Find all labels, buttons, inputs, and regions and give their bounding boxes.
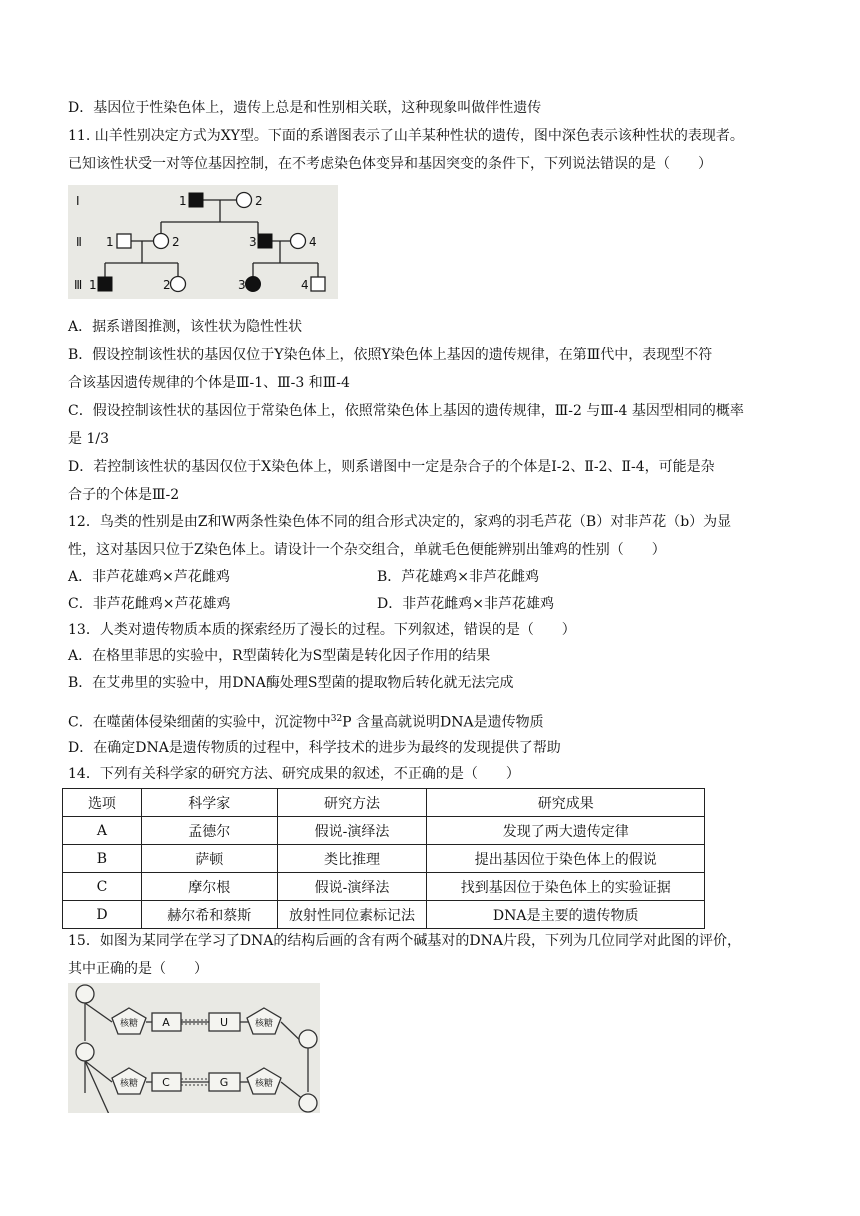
q13-option-a: A．在格里菲思的实验中，R型菌转化为S型菌是转化因子作用的结果 — [68, 648, 491, 664]
q11-option-d-line2: 合子的个体是Ⅲ-2 — [68, 487, 180, 503]
pedigree-ii4-female — [291, 234, 306, 249]
pedigree-ii2-female — [154, 234, 169, 249]
table-row — [63, 845, 705, 873]
pedigree-figure — [68, 185, 338, 299]
q13-option-d: D．在确定DNA是遗传物质的过程中，科学技术的进步为最终的发现提供了帮助 — [68, 740, 561, 756]
pedigree-i2-female — [237, 193, 252, 208]
table-header-row — [63, 789, 705, 817]
pedigree-iii2-female — [171, 277, 186, 292]
table-cell: 假说-演绎法 — [277, 817, 427, 845]
table-header: 选项 — [63, 789, 142, 817]
q13-stem: 13．人类对遗传物质本质的探索经历了漫长的过程。下列叙述，错误的是（ ） — [68, 622, 576, 638]
dna-fragment-diagram — [68, 983, 320, 1113]
sugar-label: 核糖 — [119, 1019, 139, 1029]
table-cell: 摩尔根 — [141, 873, 277, 901]
q14-stem: 14．下列有关科学家的研究方法、研究成果的叙述，不正确的是（ ） — [68, 766, 520, 782]
table-cell: 提出基因位于染色体上的假说 — [427, 845, 705, 873]
table-cell: A — [63, 817, 142, 845]
table-cell: B — [63, 845, 142, 873]
isotope-superscript: 32 — [330, 714, 343, 724]
pedigree-iii1-affected-male — [98, 277, 112, 291]
pedigree-ii1-male — [117, 234, 131, 248]
gen-label-ii: Ⅱ — [76, 235, 82, 249]
q11-option-c-line1: C．假设控制该性状的基因位于常染色体上，依照常染色体上基因的遗传规律，Ⅲ-2 与Ⅲ-4 基因型相同的概率 — [68, 403, 744, 419]
table-cell: C — [63, 873, 142, 901]
q13-option-c — [68, 709, 544, 733]
sugar-label: 核糖 — [254, 1079, 274, 1089]
table-cell: 孟德尔 — [141, 817, 277, 845]
sugar-label: 核糖 — [254, 1019, 274, 1029]
table-cell: 萨顿 — [141, 845, 277, 873]
q10-option-d: D．基因位于性染色体上，遗传上总是和性别相关联，这种现象叫做伴性遗传 — [68, 100, 542, 116]
q11-option-b-line1: B．假设控制该性状的基因仅位于Y染色体上，依照Y染色体上基因的遗传规律，在第Ⅲ代中，表现型不符 — [68, 347, 713, 363]
base-label-c: C — [162, 1076, 170, 1089]
pedigree-num: 1 — [106, 235, 114, 249]
table-cell: 类比推理 — [277, 845, 427, 873]
dna-fragment-figure — [68, 983, 320, 1113]
q12-option-d: D．非芦花雌鸡×非芦花雄鸡 — [377, 596, 554, 612]
pedigree-num: 4 — [309, 235, 317, 249]
q11-stem-line2: 已知该性状受一对等位基因控制，在不考虑染色体变异和基因突变的条件下，下列说法错误的是（ ） — [68, 156, 712, 172]
pedigree-chart — [68, 185, 338, 299]
q11-stem-line1: 11. 山羊性别决定方式为XY型。下面的系谱图表示了山羊某种性状的遗传，图中深色表示该种性状的表现者。 — [68, 128, 744, 144]
table-cell: DNA是主要的遗传物质 — [427, 901, 705, 929]
q15-stem-line1: 15．如图为某同学在学习了DNA的结构后画的含有两个碱基对的DNA片段，下列为几位同学对此图的评价， — [68, 933, 741, 949]
q12-option-a: A．非芦花雄鸡×芦花雌鸡 — [68, 569, 230, 585]
q12-option-c: C．非芦花雌鸡×芦花雄鸡 — [68, 596, 231, 612]
pedigree-num: 1 — [89, 278, 97, 292]
q13-option-b: B．在艾弗里的实验中，用DNA酶处理S型菌的提取物后转化就无法完成 — [68, 675, 514, 691]
pedigree-num: 3 — [249, 235, 257, 249]
q12-stem-line1: 12．鸟类的性别是由Z和W两条性染色体不同的组合形式决定的，家鸡的羽毛芦花（B）对非芦花（b）为显 — [68, 514, 732, 530]
q11-option-b-line2: 合该基因遗传规律的个体是Ⅲ-1、Ⅲ-3 和Ⅲ-4 — [68, 375, 350, 391]
base-label-a: A — [162, 1016, 170, 1029]
q13-option-c-after: 含量高就说明DNA是遗传物质 — [351, 714, 544, 731]
pedigree-num: 1 — [179, 194, 187, 208]
sugar-label: 核糖 — [119, 1079, 139, 1089]
phosphate-circle — [299, 1094, 317, 1112]
pedigree-num: 4 — [301, 278, 309, 292]
table-cell: D — [63, 901, 142, 929]
q11-option-d-line1: D．若控制该性状的基因仅位于X染色体上，则系谱图中一定是杂合子的个体是Ⅰ-2、Ⅱ-2、Ⅱ-4，可能是杂 — [68, 459, 715, 475]
pedigree-i1-affected-male — [189, 193, 203, 207]
table-row — [63, 873, 705, 901]
pedigree-num: 2 — [255, 194, 263, 208]
pedigree-iii4-male — [311, 277, 325, 291]
q15-stem-line2: 其中正确的是（ ） — [68, 961, 208, 977]
table-header: 研究方法 — [277, 789, 427, 817]
table-cell: 找到基因位于染色体上的实验证据 — [427, 873, 705, 901]
phosphate-circle — [76, 985, 94, 1003]
q12-stem-line2: 性，这对基因只位于Z染色体上。请设计一个杂交组合，单就毛色便能辨别出雏鸡的性别（ ） — [68, 542, 666, 558]
table-row — [63, 817, 705, 845]
q13-option-c-before: C．在噬菌体侵染细菌的实验中，沉淀物中 — [68, 714, 331, 731]
phosphate-circle — [76, 1043, 94, 1061]
q11-option-a: A．据系谱图推测，该性状为隐性性状 — [68, 319, 303, 335]
pedigree-num: 2 — [163, 278, 171, 292]
q11-option-c-line2: 是 1/3 — [68, 431, 109, 447]
pedigree-ii3-affected-male — [258, 234, 272, 248]
table-header: 研究成果 — [427, 789, 705, 817]
phosphate-circle — [299, 1030, 317, 1048]
gen-label-i: Ⅰ — [76, 194, 80, 208]
pedigree-num: 3 — [238, 278, 246, 292]
q12-option-b: B．芦花雄鸡×非芦花雌鸡 — [377, 569, 540, 585]
base-label-u: U — [219, 1016, 229, 1029]
table-cell: 假说-演绎法 — [277, 873, 427, 901]
pedigree-num: 2 — [172, 235, 180, 249]
table-cell: 赫尔希和蔡斯 — [141, 901, 277, 929]
table-header: 科学家 — [141, 789, 277, 817]
base-label-g: G — [219, 1076, 229, 1089]
isotope-symbol: P — [342, 714, 352, 731]
pedigree-iii3-affected-female — [246, 277, 261, 292]
table-cell: 放射性同位素标记法 — [277, 901, 427, 929]
gen-label-iii: Ⅲ — [74, 278, 83, 292]
table-cell: 发现了两大遗传定律 — [427, 817, 705, 845]
q14-table — [62, 788, 705, 929]
table-row — [63, 901, 705, 929]
